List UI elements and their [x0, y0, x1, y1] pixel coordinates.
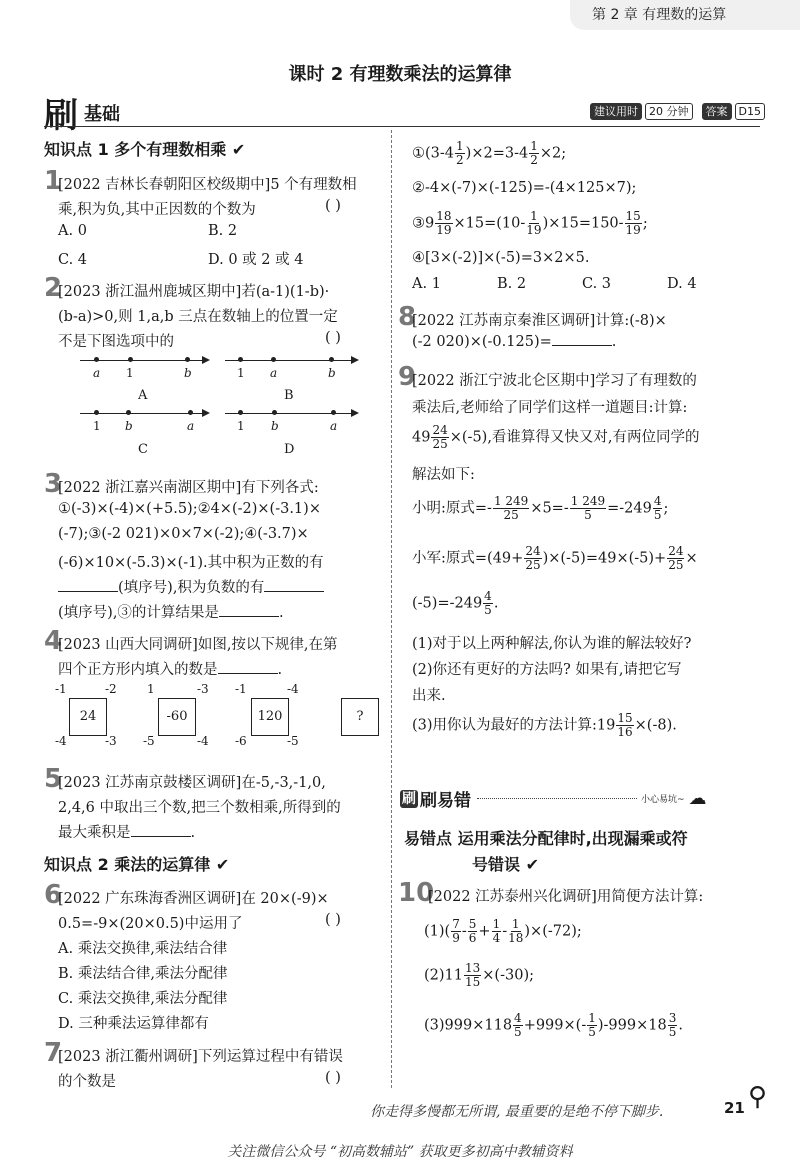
square-3: 120	[251, 698, 289, 736]
option-d-caption: D	[284, 442, 295, 457]
q7-item-2: ②-4×(-7)×(-125)=-(4×125×7);	[412, 180, 637, 196]
square-1: 24	[69, 698, 107, 736]
option-c-caption: C	[138, 442, 148, 457]
column-divider	[391, 130, 392, 1088]
q7-line2: 的个数是	[58, 1074, 116, 1090]
error-point-title-cont: 号错误 ✔	[472, 855, 539, 874]
q6-number: 6	[44, 880, 63, 910]
check-icon: ✔	[525, 855, 539, 874]
q2-line1: [2023 浙江温州鹿城区期中]若(a-1)(1-b)·	[58, 284, 330, 300]
q9-xiaojun-cont: (-5)=-249 $\frac{4}{5}$ .	[412, 589, 499, 617]
q7-number: 7	[44, 1038, 63, 1068]
q8-number: 8	[398, 302, 417, 332]
q5-line3: 最大乘积是 .	[58, 825, 196, 841]
number-line-a: a 1 b	[80, 352, 210, 382]
error-point-title: 易错点 运用乘法分配律时,出现漏乘或符	[404, 829, 688, 848]
q9-sub2-cont: 出来.	[412, 688, 446, 704]
q1-options-row2: C. 4 D. 0 或 2 或 4	[58, 252, 304, 268]
q4-number: 4	[44, 626, 63, 656]
option-a-caption: A	[138, 388, 148, 403]
q8-line2: (-2 020)×(-0.125)= .	[412, 334, 617, 350]
option-b-caption: B	[284, 388, 294, 403]
chapter-tab: 第 2 章 有理数的运算	[570, 0, 800, 30]
footer-motto: 你走得多慢都无所谓, 最重要的是绝不停下脚步.	[370, 1104, 664, 1120]
q10-number: 10	[398, 878, 435, 908]
q7-item-3: ③9 $\frac{18}{19}$ ×15=(10- $\frac{1}{19}$ )×15=150- $\frac{15}{19}$ ;	[412, 209, 648, 237]
q3-line5: (填序号),积为负数的有	[58, 576, 324, 597]
check-icon: ✔	[215, 855, 230, 874]
q1-options-row1: A. 0 B. 2	[58, 223, 238, 239]
q6-line2: 0.5=-9×(20×0.5)中运用了	[58, 916, 243, 932]
square-pattern: -1 -2 24 -4 -3 1 -3 -60 -5 -4 -1 -4 120 -6 -5 ?	[55, 682, 385, 752]
q7-options: A. 1 B. 2 C. 3 D. 4	[412, 276, 697, 292]
section-title: 基础	[84, 104, 120, 125]
q6-answer-paren: ( )	[325, 912, 341, 928]
q4-line1: [2023 山西大同调研]如图,按以下规律,在第	[58, 637, 338, 653]
answer-value: D15	[735, 103, 765, 120]
lesson-title: 课时 2 有理数乘法的运算律	[288, 64, 512, 85]
q2-answer-paren: ( )	[325, 330, 341, 346]
q9-sub2: (2)你还有更好的方法吗? 如果有,请把它写	[412, 662, 682, 678]
knowledge-point-1: 知识点 1 多个有理数相乘 ✔	[44, 140, 246, 159]
q2-number: 2	[44, 273, 63, 303]
q5-number: 5	[44, 764, 63, 794]
q8-line1: [2022 江苏南京秦淮区调研]计算:(-8)×	[412, 313, 667, 329]
q10-part3: (3)999×118 $\frac{4}{5}$ +999×(- $\frac{1}{5}$ )-999×18 $\frac{3}{5}$ .	[424, 1011, 683, 1039]
number-line-b: 1 a b	[225, 352, 360, 382]
q10-part1: (1)( $\frac{7}{9}$ - $\frac{5}{6}$ + $\frac{1}{4}$ - $\frac{1}{18}$ )×(-72);	[424, 917, 582, 945]
bottom-note: 关注微信公众号 “初高数辅站” 获取更多初高中教辅资料	[227, 1144, 573, 1160]
q9-sub3: (3)用你认为最好的方法计算:19 $\frac{15}{16}$ ×(-8).	[412, 711, 677, 739]
compass-icon: ⚲	[748, 1082, 768, 1112]
q7-item-4: ④[3×(-2)]×(-5)=3×2×5.	[412, 250, 590, 266]
q5-line2: 2,4,6 中取出三个数,把三个数相乘,所得到的	[58, 800, 341, 816]
check-icon: ✔	[231, 140, 246, 159]
q6-option-b: B. 乘法结合律,乘法分配律	[58, 966, 228, 982]
time-info	[590, 103, 765, 120]
q1-number: 1	[44, 166, 63, 196]
q2-line3: 不是下图选项中的	[58, 334, 174, 350]
q3-line1: [2022 浙江嘉兴南湖区期中]有下列各式:	[58, 480, 319, 496]
q6-option-c: C. 乘法交换律,乘法分配律	[58, 991, 228, 1007]
q9-xiaoming: 小明:原式=- $\frac{1 249}{25}$ ×5=- $\frac{1 249}{5}$ =-249 $\frac{4}{5}$ ;	[412, 494, 669, 522]
q9-line4: 解法如下:	[412, 467, 475, 483]
number-line-c: 1 b a	[80, 405, 210, 435]
q6-option-a: A. 乘法交换律,乘法结合律	[58, 941, 228, 957]
number-line-d: 1 b a	[225, 405, 360, 435]
q6-line1: [2022 广东珠海香洲区调研]在 20×(-9)×	[58, 891, 329, 907]
q3-number: 3	[44, 469, 63, 499]
knowledge-point-2: 知识点 2 乘法的运算律 ✔	[44, 855, 230, 874]
q7-item-1: ①(3-4 $\frac{1}{2}$ )×2=3-4 $\frac{1}{2}$ ×2;	[412, 139, 567, 167]
q1-line2: 乘,积为负,其中正因数的个数为	[58, 202, 256, 218]
q9-line1: [2022 浙江宁波北仑区期中]学习了有理数的	[412, 373, 697, 389]
time-value: 20 分钟	[645, 103, 693, 120]
q7-answer-paren: ( )	[325, 1070, 341, 1086]
q10-part2: (2)11 $\frac{13}{15}$ ×(-30);	[424, 961, 534, 989]
brush-icon: 刷	[402, 790, 416, 807]
error-section-header: 刷 刷易错 小心易坑~ ☁	[402, 788, 707, 811]
q7-line1: [2023 浙江衢州调研]下列运算过程中有错误	[58, 1049, 343, 1065]
q9-number: 9	[398, 362, 417, 392]
q9-sub1: (1)对于以上两种解法,你认为谁的解法较好?	[412, 636, 692, 652]
q6-option-d: D. 三种乘法运算律都有	[58, 1016, 209, 1032]
brush-logo: 刷	[44, 96, 78, 136]
square-4: ?	[341, 698, 379, 736]
q9-line2: 乘法后,老师给了同学们这样一道题目:计算:	[412, 400, 688, 416]
q9-xiaojun: 小军:原式=(49+ $\frac{24}{25}$ )×(-5)=49×(-5)+ $\frac{24}{25}$ ×	[412, 544, 698, 572]
page-number: 21	[724, 1099, 745, 1117]
q9-line3: 49 $\frac{24}{25}$ ×(-5),看谁算得又快又对,有两位同学的	[412, 423, 700, 451]
answer-label: 答案	[702, 103, 732, 120]
time-label: 建议用时	[590, 103, 642, 120]
header-rule	[44, 126, 760, 127]
q5-line1: [2023 江苏南京鼓楼区调研]在-5,-3,-1,0,	[58, 775, 326, 791]
creature-icon: ☁	[688, 788, 707, 809]
q10-line1: [2022 江苏泰州兴化调研]用简便方法计算:	[428, 889, 704, 905]
q3-line4: (-6)×10×(-5.3)×(-1).其中积为正数的有	[58, 555, 324, 571]
q3-line6: (填序号),③的计算结果是 .	[58, 605, 284, 621]
q3-line3: (-7);③(-2 021)×0×7×(-2);④(-3.7)×	[58, 526, 309, 542]
q1-line1: [2022 吉林长春朝阳区校级期中]5 个有理数相	[58, 177, 357, 193]
square-2: -60	[158, 698, 196, 736]
q2-line2: (b-a)>0,则 1,a,b 三点在数轴上的位置一定	[58, 309, 338, 325]
q4-line2: 四个正方形内填入的数是 .	[58, 662, 283, 678]
q3-line2: ①(-3)×(-4)×(+5.5);②4×(-2)×(-3.1)×	[58, 501, 321, 517]
q1-answer-paren: ( )	[325, 198, 341, 214]
